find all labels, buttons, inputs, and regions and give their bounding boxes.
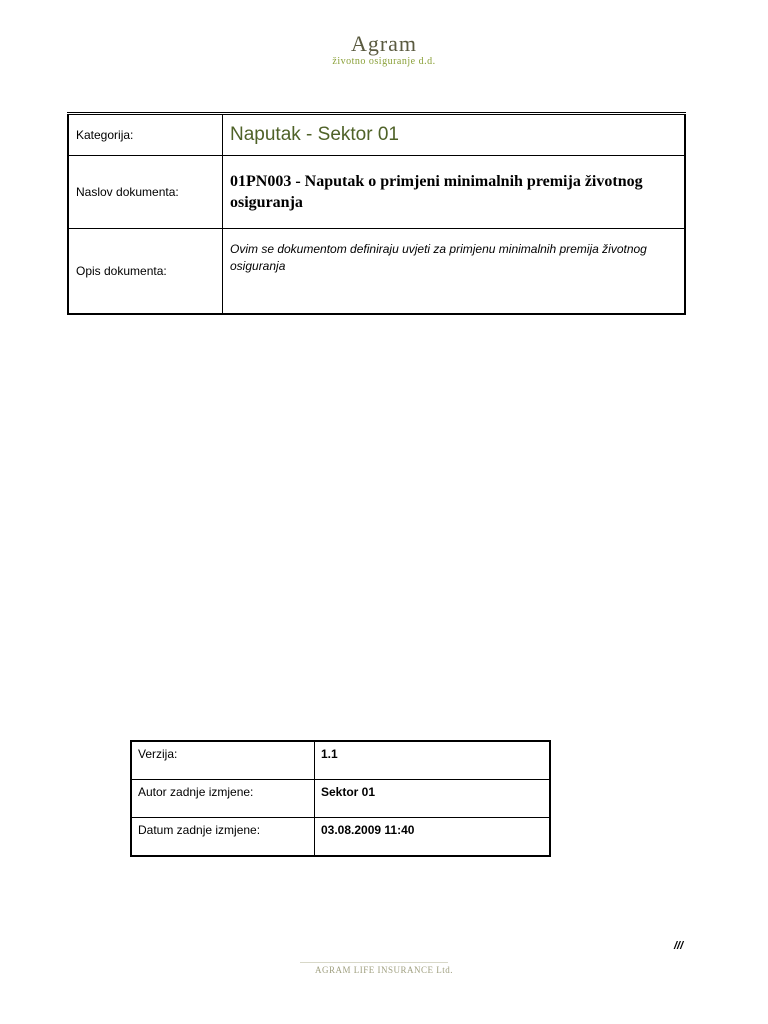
footer-divider (300, 962, 448, 963)
author-value: Sektor 01 (315, 780, 551, 818)
logo-subtitle: životno osiguranje d.d. (332, 56, 436, 67)
page-marker: /// (674, 940, 684, 952)
document-info-table (67, 112, 686, 315)
author-row (131, 780, 550, 818)
title-value: 01PN003 - Naputak o primjeni minimalnih premija životnog osiguranja (223, 156, 686, 229)
logo-name: Agram (350, 31, 418, 56)
date-row (131, 818, 550, 857)
footer-text: AGRAM LIFE INSURANCE Ltd. (314, 965, 453, 975)
info-row-description (68, 229, 685, 315)
description-value: Ovim se dokumentom definiraju uvjeti za primjenu minimalnih premija životnog osiguranja (223, 229, 686, 315)
version-value: 1.1 (315, 741, 551, 780)
info-row-category (68, 114, 685, 156)
company-logo (0, 30, 768, 67)
date-label: Datum zadnje izmjene: (131, 818, 315, 857)
version-label: Verzija: (131, 741, 315, 780)
version-table (130, 740, 551, 857)
version-row (131, 741, 550, 780)
description-label: Opis dokumenta: (68, 229, 223, 315)
info-row-title (68, 156, 685, 229)
date-value: 03.08.2009 11:40 (315, 818, 551, 857)
author-label: Autor zadnje izmjene: (131, 780, 315, 818)
category-label: Kategorija: (68, 114, 223, 156)
category-value: Naputak - Sektor 01 (223, 114, 686, 156)
title-label: Naslov dokumenta: (68, 156, 223, 229)
